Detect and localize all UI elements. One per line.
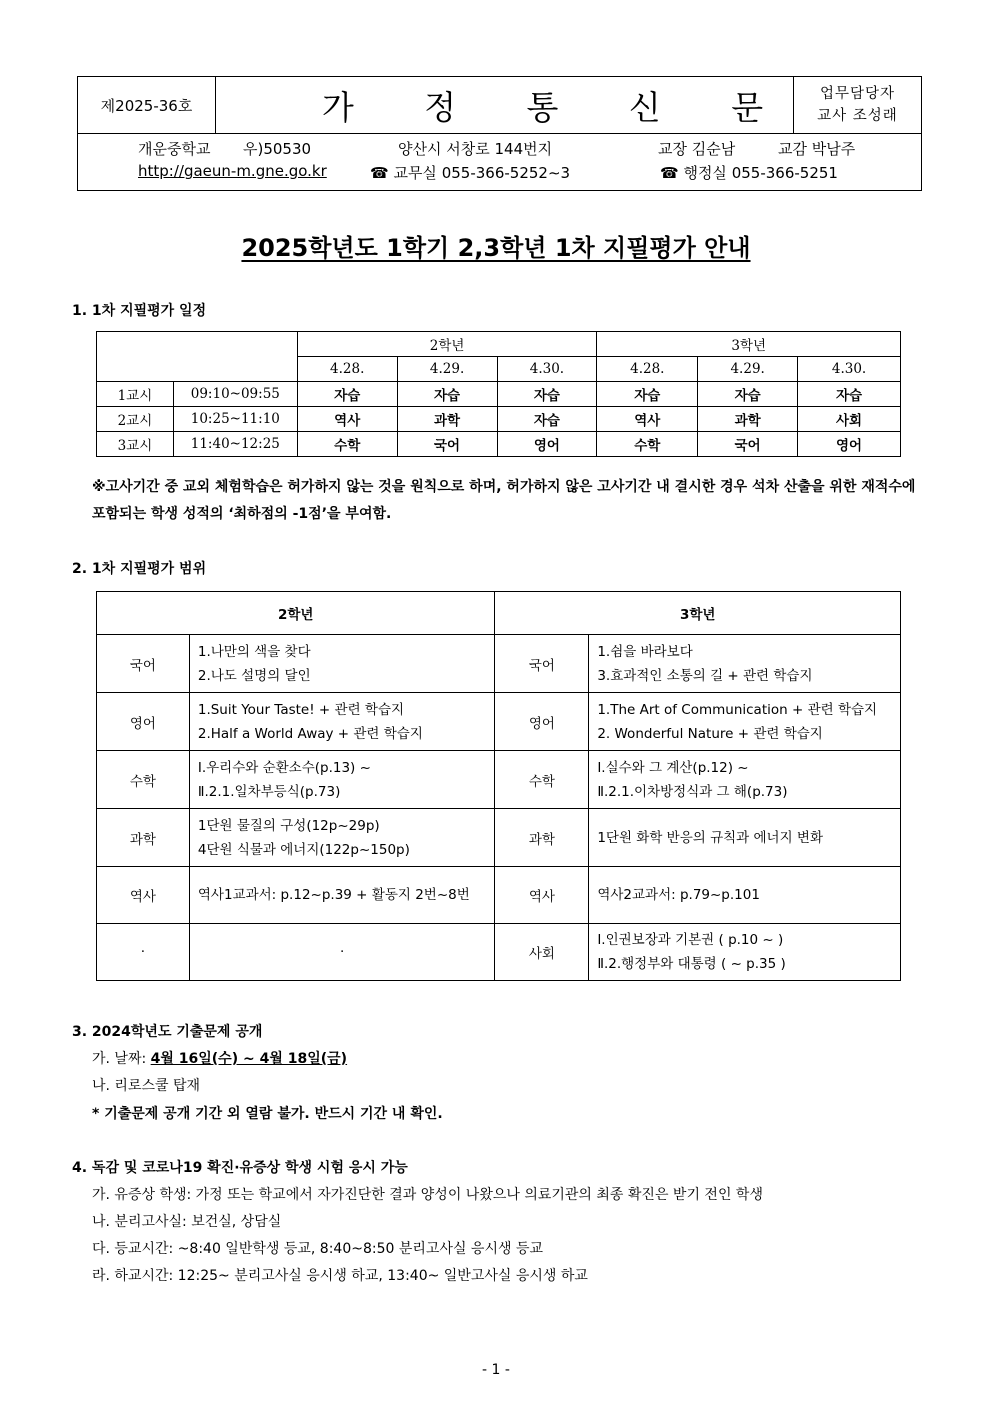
staff-name: 교사 조성래: [817, 108, 898, 124]
document-title: [0, 228, 992, 263]
newsletter-header: [77, 76, 922, 191]
schedule-subject: 자습: [798, 382, 901, 407]
schedule-subject: 자습: [497, 382, 597, 407]
range-line: 1.The Art of Communication + 관련 학습지: [597, 701, 878, 718]
range-line: 3.효과적인 소통의 길 + 관련 학습지: [597, 667, 813, 684]
period-label: 3교시: [97, 432, 174, 457]
schedule-date: 4.30.: [497, 357, 597, 382]
range-line: Ⅰ.인권보장과 기본권 ( p.10 ~ ): [597, 932, 784, 948]
schedule-subject: 자습: [597, 382, 698, 407]
range-subject: ·: [97, 924, 190, 981]
range-content: [189, 635, 495, 693]
schedule-subject: 국어: [397, 432, 497, 457]
vice-principal: 교감 박남주: [778, 140, 856, 158]
newsletter-title: 가 정 통 신 문: [321, 87, 794, 127]
school-website-link[interactable]: http://gaeun-m.gne.go.kr: [138, 162, 327, 180]
range-content: [189, 693, 495, 751]
section3-item-date: [92, 1048, 347, 1068]
schedule-date: 4.29.: [698, 357, 798, 382]
school-address: 양산시 서창로 144번지: [398, 140, 553, 158]
range-line: 1.나만의 색을 찾다: [197, 643, 311, 660]
range-content: [589, 635, 901, 693]
range-content: [589, 809, 901, 867]
schedule-subject: 자습: [397, 382, 497, 407]
section4-item: 라. 하교시간: 12:25~ 분리고사실 응시생 하교, 13:40~ 일반고사실 응시생 하교: [92, 1268, 588, 1284]
issue-number: 제2025-36호: [78, 77, 216, 133]
range-subject: 수학: [97, 751, 190, 809]
range-line: 2.나도 설명의 달인: [197, 667, 311, 684]
section4-title: 4. 독감 및 코로나19 확진·유증상 학생 시험 응시 가능: [72, 1160, 408, 1176]
school-name: 개운중학교: [138, 140, 211, 158]
exam-range-table: [96, 591, 901, 981]
range-content: [589, 751, 901, 809]
section2-title: 2. 1차 지필평가 범위: [72, 561, 207, 577]
range-content: [189, 751, 495, 809]
range-subject: 국어: [495, 635, 589, 693]
range-grade2-header: 2학년: [97, 592, 495, 635]
schedule-subject: 국어: [698, 432, 798, 457]
range-subject: 수학: [495, 751, 589, 809]
range-subject: 역사: [97, 867, 190, 924]
range-line: Ⅱ.2.행정부와 대통령 ( ~ p.35 ): [597, 956, 786, 972]
range-line: Ⅰ.우리수와 순환소수(p.13) ~: [197, 759, 371, 776]
admin-phone: ☎ 행정실 055-366-5251: [660, 164, 838, 182]
schedule-subject: 사회: [798, 407, 901, 432]
range-content: [589, 924, 901, 981]
range-subject: 역사: [495, 867, 589, 924]
period-time: 10:25~11:10: [173, 407, 297, 432]
schedule-subject: 영어: [798, 432, 901, 457]
range-subject: 사회: [495, 924, 589, 981]
range-row: [97, 809, 901, 867]
period-time: 09:10~09:55: [173, 382, 297, 407]
period-label: 2교시: [97, 407, 174, 432]
schedule-subject: 영어: [497, 432, 597, 457]
range-subject: 영어: [495, 693, 589, 751]
header-top-row: [78, 77, 921, 134]
schedule-subject: 자습: [297, 382, 397, 407]
range-line: Ⅱ.2.1.이차방정식과 그 해(p.73): [597, 783, 788, 800]
schedule-row: [97, 432, 901, 457]
schedule-subject: 역사: [597, 407, 698, 432]
schedule-grade3-header: 3학년: [597, 332, 901, 357]
range-line: 1.쉼을 바라보다: [597, 643, 693, 660]
range-row: [97, 924, 901, 981]
schedule-row: [97, 382, 901, 407]
staff-in-charge: [793, 77, 921, 133]
principal: 교장 김순남: [658, 140, 736, 158]
range-line: 역사1교과서: p.12~p.39 + 활동지 2번~8번: [197, 887, 470, 903]
schedule-subject: 수학: [297, 432, 397, 457]
range-line: 역사2교과서: p.79~p.101: [597, 887, 760, 903]
schedule-subject: 과학: [397, 407, 497, 432]
schedule-row: [97, 407, 901, 432]
range-line: 1단원 화학 반응의 규칙과 에너지 변화: [597, 829, 823, 846]
section4-item: 나. 분리고사실: 보건실, 상담실: [92, 1214, 282, 1230]
range-content: [189, 809, 495, 867]
schedule-date: 4.30.: [798, 357, 901, 382]
section1-title: 1. 1차 지필평가 일정: [72, 303, 207, 319]
schedule-subject: 역사: [297, 407, 397, 432]
range-line: 2.Half a World Away + 관련 학습지: [197, 725, 423, 742]
exam-schedule-table: [96, 331, 901, 457]
range-line: ·: [340, 944, 345, 960]
range-line: 4단원 식물과 에너지(122p~150p): [197, 841, 410, 858]
schedule-subject: 수학: [597, 432, 698, 457]
range-content: [589, 693, 901, 751]
period-label: 1교시: [97, 382, 174, 407]
schedule-corner-cell: [97, 332, 298, 382]
office-phone: ☎ 교무실 055-366-5252∼3: [370, 164, 571, 182]
schedule-grade2-header: 2학년: [297, 332, 597, 357]
range-line: 1단원 물질의 구성(12p~29p): [197, 817, 380, 834]
range-content: [189, 924, 495, 981]
range-line: Ⅱ.2.1.일차부등식(p.73): [197, 783, 341, 800]
range-subject: 과학: [97, 809, 190, 867]
school-info: [78, 133, 921, 190]
range-subject: 과학: [495, 809, 589, 867]
section3-note: * 기출문제 공개 기간 외 열람 불가. 반드시 기간 내 확인.: [92, 1106, 443, 1122]
range-content: [589, 867, 901, 924]
date-label: 가. 날짜:: [92, 1051, 151, 1067]
page-number: - 1 -: [482, 1362, 510, 1378]
range-row: [97, 867, 901, 924]
period-time: 11:40~12:25: [173, 432, 297, 457]
section3-item-upload: 나. 리로스쿨 탑재: [92, 1078, 201, 1094]
absence-policy-note: ※고사기간 중 교외 체험학습은 허가하지 않는 것을 원칙으로 하며, 허가하지 않은 고사기간 내 결시한 경우 석차 산출을 위한 재적수에 포함되는 학생 성적의 ‘최하점의 -1점’을 부여함.: [92, 479, 916, 522]
date-value: 4월 16일(수) ~ 4월 18일(금): [150, 1051, 348, 1067]
postal-code: 우)50530: [243, 140, 312, 158]
section4-item: 가. 유증상 학생: 가정 또는 학교에서 자가진단한 결과 양성이 나왔으나 의료기관의 최종 확진은 받기 전인 학생: [92, 1187, 763, 1203]
staff-label: 업무담당자: [819, 86, 896, 102]
section4-item: 다. 등교시간: ~8:40 일반학생 등교, 8:40~8:50 분리고사실 응시생 등교: [92, 1241, 543, 1257]
schedule-subject: 자습: [698, 382, 798, 407]
section3-title: 3. 2024학년도 기출문제 공개: [72, 1024, 263, 1040]
range-line: 1.Suit Your Taste! + 관련 학습지: [197, 701, 405, 718]
range-grade3-header: 3학년: [495, 592, 901, 635]
range-line: 2. Wonderful Nature + 관련 학습지: [597, 725, 823, 742]
range-row: [97, 751, 901, 809]
schedule-subject: 과학: [698, 407, 798, 432]
range-subject: 국어: [97, 635, 190, 693]
schedule-date: 4.28.: [597, 357, 698, 382]
range-content: [189, 867, 495, 924]
range-row: [97, 693, 901, 751]
range-line: Ⅰ.실수와 그 계산(p.12) ~: [597, 759, 749, 776]
range-row: [97, 635, 901, 693]
range-subject: 영어: [97, 693, 190, 751]
document-title-text: 2025학년도 1학기 2,3학년 1차 지필평가 안내: [241, 234, 751, 262]
schedule-date: 4.28.: [297, 357, 397, 382]
schedule-date: 4.29.: [397, 357, 497, 382]
schedule-subject: 자습: [497, 407, 597, 432]
